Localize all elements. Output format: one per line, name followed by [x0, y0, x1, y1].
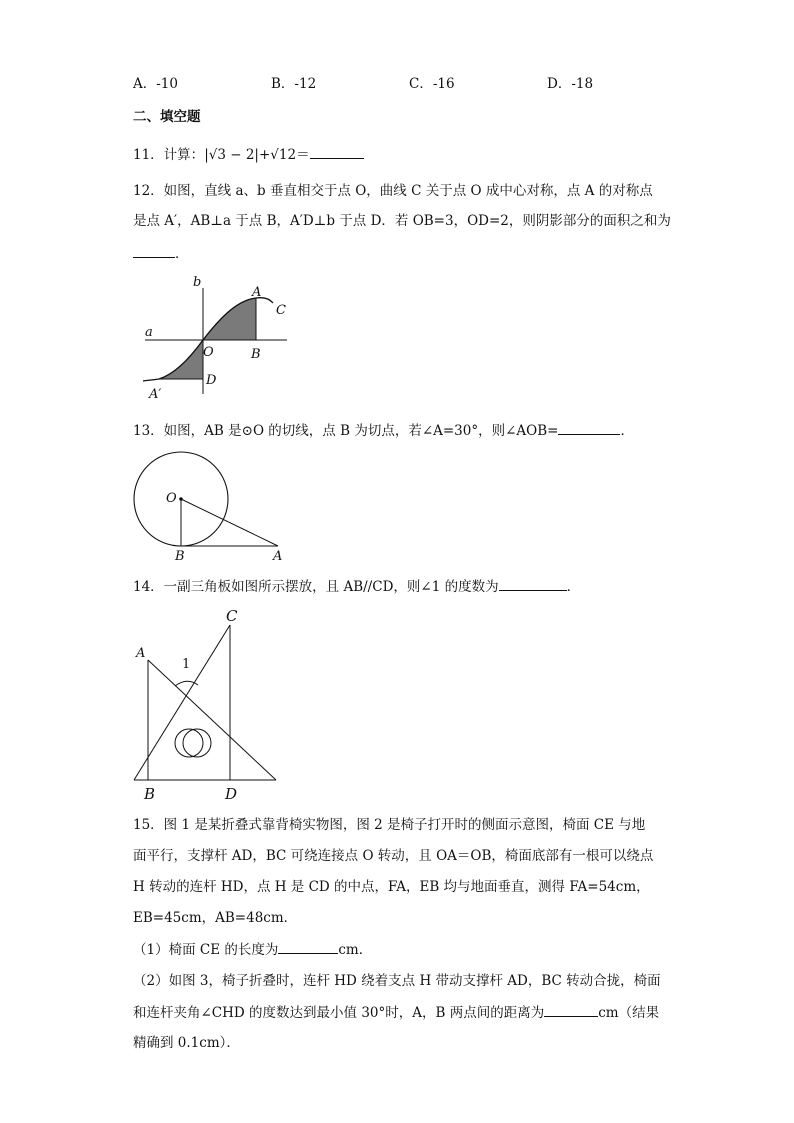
option-b: B．-12 — [271, 76, 317, 92]
q15-sub1-answer-blank[interactable] — [278, 939, 338, 954]
q12-line3-end: ． — [175, 246, 189, 262]
q12-label-a: a — [145, 325, 153, 340]
q12-label-A: A — [252, 285, 262, 300]
q12-label-b: b — [193, 275, 202, 290]
option-d: D．-18 — [547, 76, 594, 92]
q11-answer-blank[interactable] — [310, 144, 364, 159]
q15-sub2-answer-blank[interactable] — [544, 1002, 598, 1017]
q13-end: ． — [620, 423, 634, 439]
q15-sub2-suffix: cm（结果 — [598, 1005, 660, 1021]
q14-label-A: A — [136, 646, 146, 661]
q15-sub1-suffix: cm． — [338, 942, 373, 958]
q13-label-B: B — [175, 549, 185, 564]
q12-label-O: O — [203, 345, 214, 360]
q15-sub2-prefix: 和连杆夹角∠CHD 的度数达到最小值 30°时，A，B 两点间的距离为 — [133, 1005, 545, 1021]
q15-line4: EB=45cm，AB=48cm． — [133, 910, 298, 926]
question-13 — [133, 420, 634, 441]
q12-label-D: D — [206, 373, 217, 388]
q12-line2: 是点 A′，AB⊥a 于点 B，A′D⊥b 于点 D．若 OB=3，OD=2，则阴影部分的面积之和为 — [133, 213, 671, 229]
q15-line1: 15．图 1 是某折叠式靠背椅实物图，图 2 是椅子打开时的侧面示意图，椅面 CE 与地 — [133, 817, 646, 833]
question-14 — [133, 576, 580, 597]
option-c: C．-16 — [409, 76, 455, 92]
q15-sub1-prefix: （1）椅面 CE 的长度为 — [133, 942, 279, 958]
question-11 — [133, 144, 364, 165]
q14-text: 14．一副三角板如图所示摆放，且 AB//CD，则∠1 的度数为 — [133, 579, 499, 595]
q12-figure — [135, 270, 295, 405]
q13-label-O: O — [166, 491, 177, 506]
q15-sub2-line3: 精确到 0.1cm）． — [133, 1035, 240, 1051]
q14-label-C: C — [226, 607, 238, 625]
section-title: 二、填空题 — [133, 109, 201, 125]
q11-expr-b: √12 — [270, 147, 297, 163]
q12-answer-blank[interactable] — [133, 243, 175, 258]
q12-label-B: B — [251, 347, 261, 362]
q11-plus: + — [258, 147, 271, 163]
q14-label-D: D — [225, 785, 238, 803]
q14-label-1: 1 — [182, 657, 191, 672]
q12-line1: 12．如图，直线 a、b 垂直相交于点 O，曲线 C 关于点 O 成中心对称，点 A 的对称点 — [133, 183, 653, 199]
q14-end: ． — [566, 579, 581, 595]
q14-figure — [130, 605, 285, 805]
q15-line3: H 转动的连杆 HD，点 H 是 CD 的中点，FA，EB 均与地面垂直，测得 FA=54cm， — [133, 879, 650, 895]
q14-label-B: B — [144, 785, 156, 803]
q15-sub2-line1: （2）如图 3，椅子折叠时，连杆 HD 绕着支点 H 带动支撑杆 AD，BC 转动合拢，椅面 — [133, 973, 661, 989]
q15-sub2-line2 — [133, 1002, 659, 1023]
option-a: A．-10 — [133, 76, 178, 92]
q11-expr-a: |√3 − 2| — [204, 147, 259, 163]
q15-sub1 — [133, 939, 372, 960]
q11-prefix: 11．计算： — [133, 147, 205, 163]
q12-label-C: C — [276, 303, 286, 318]
q14-answer-blank[interactable] — [499, 576, 567, 591]
q11-equals: ＝ — [296, 147, 310, 163]
q12-label-A-prime: A′ — [149, 387, 162, 402]
q13-figure — [128, 450, 288, 565]
q13-text: 13．如图，AB 是⊙O 的切线，点 B 为切点，若∠A=30°，则∠AOB= — [133, 423, 559, 439]
q13-label-A: A — [273, 549, 283, 564]
q15-line2: 面平行，支撑杆 AD，BC 可绕连接点 O 转动，且 OA＝OB，椅面底部有一根可以绕点 — [133, 848, 654, 864]
q12-line3 — [133, 243, 189, 264]
q13-answer-blank[interactable] — [558, 420, 620, 435]
